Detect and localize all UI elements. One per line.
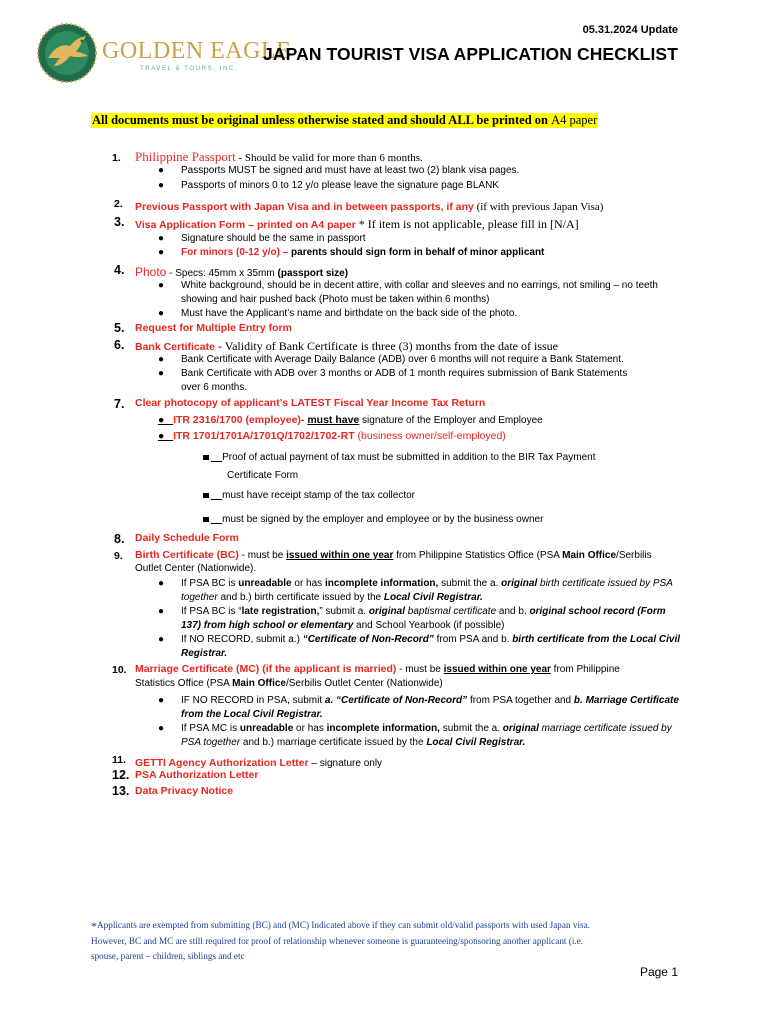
- page-number: Page 1: [639, 965, 678, 979]
- text-run: or has: [291, 578, 325, 589]
- bullet-text-continued: [181, 592, 483, 603]
- item-title: Visa Application Form – printed on A4 paper: [135, 219, 356, 231]
- footnote-line: spouse, parent – children, siblings and etc: [91, 951, 245, 961]
- bullet-dot-icon: ●: [158, 695, 165, 706]
- text-run: If PSA BC is: [181, 578, 239, 589]
- text-run: incomplete information,: [324, 578, 439, 589]
- note-receipt-stamp: [203, 490, 415, 501]
- sub-item-text: (business owner/self-employed): [354, 430, 506, 442]
- item-description-underlined: issued within one year: [443, 664, 551, 675]
- text-run: Statistics Office (PSA: [135, 678, 233, 689]
- bullet-text: White background, should be in decent attire, with collar and sleeves and no earrings, not smiling – no teeth: [181, 280, 658, 291]
- footnote-text: Applicants are exempted from submitting (BC) and (MC) Indicated above if they can submit old/valid passports with used Japan visa.: [97, 920, 590, 930]
- text-run: and b.: [496, 606, 530, 617]
- text-run: marriage certificate issued by: [538, 723, 672, 734]
- page-title: JAPAN TOURIST VISA APPLICATION CHECKLIST: [263, 44, 678, 64]
- checklist-item-visa-form: [135, 215, 579, 233]
- item-description: - Specs: 45mm x 35mm: [166, 268, 278, 279]
- text-run: baptismal certificate: [404, 606, 497, 617]
- item-description: from Philippine: [550, 664, 620, 675]
- bullet-text: Passports MUST be signed and must have at least two (2) blank visa pages.: [181, 165, 520, 176]
- item-description: - Validity of Bank Certificate is three (3) months from the date of issue: [214, 339, 558, 353]
- requirements-banner: [91, 113, 598, 128]
- bullet-text: Must have the Applicant’s name and birthdate on the back side of the photo.: [181, 308, 518, 319]
- checklist-item-passport: [135, 148, 423, 166]
- text-run: unreadable: [239, 723, 294, 734]
- text-run: original: [501, 578, 538, 589]
- text-run: Local Civil Registrar.: [383, 592, 483, 603]
- sub-item-title: ITR 1701/1701A/1701Q/1702/1702-RT: [173, 430, 355, 442]
- square-bullet-icon: [203, 455, 209, 460]
- text-run: and b.) marriage certificate issued by the: [240, 737, 427, 748]
- text-run: original: [368, 606, 405, 617]
- bullet-dot-icon: ●: [158, 247, 165, 258]
- item-number: 2.: [114, 198, 123, 210]
- text-run: unreadable: [238, 578, 292, 589]
- update-date: 05.31.2024 Update: [582, 24, 678, 36]
- bullet-dot-icon: ●: [158, 180, 165, 191]
- item-number: 4.: [114, 263, 125, 277]
- text-run: birth certificate issued by PSA: [537, 578, 673, 589]
- text-run: incomplete information,: [326, 723, 440, 734]
- note-text-continued: Certificate Form: [227, 470, 299, 481]
- text-run: If PSA MC is: [181, 723, 240, 734]
- text-run: ” submit a.: [319, 606, 369, 617]
- checklist-item-photo: [135, 263, 348, 281]
- item-number: 5.: [114, 321, 125, 335]
- bullet-text-continued: over 6 months.: [181, 382, 248, 393]
- item-title: Bank Certificate: [135, 341, 215, 353]
- item-number: 3.: [114, 215, 125, 229]
- bullet-dot-icon: ●: [158, 165, 165, 176]
- text-run: submit the a.: [439, 723, 503, 734]
- item-title: Birth Certificate (BC): [135, 549, 239, 561]
- bullet-text: [181, 247, 544, 258]
- item-description: * If item is not applicable, please fill in [N/A]: [355, 217, 579, 231]
- item-title: GETTI Agency Authorization Letter: [135, 757, 309, 769]
- text-run: original: [502, 723, 539, 734]
- bullet-dot-icon: ●: [158, 723, 165, 734]
- checklist-item-data-privacy: Data Privacy Notice: [135, 785, 234, 797]
- text-run: “Certificate of Non-Record”: [302, 634, 434, 645]
- bullet-dot-icon: ●: [158, 368, 165, 379]
- company-logo: [36, 22, 292, 92]
- bullet-text: [181, 723, 672, 734]
- bullet-dot-icon: ●: [158, 233, 165, 244]
- sub-item-emphasis: must have: [307, 414, 360, 426]
- square-bullet-icon: [203, 493, 209, 498]
- bullet-text: Bank Certificate with ADB over 3 months or ADB of 1 month requires submission of Bank Statements: [181, 368, 628, 379]
- bullet-dot-icon: ●: [158, 606, 165, 617]
- item-number: 7.: [114, 397, 125, 411]
- footnote: [91, 918, 701, 964]
- text-run: If NO RECORD, submit a.): [181, 634, 303, 645]
- text-run: and b.) birth certificate issued by the: [217, 592, 384, 603]
- checklist-item-marriage-certificate: [135, 663, 620, 675]
- footnote-asterisk: *: [91, 919, 97, 933]
- item-number: 10.: [112, 664, 127, 676]
- bullet-text-continued: Registrar.: [181, 648, 228, 659]
- bullet-text: Passports of minors 0 to 12 y/o please leave the signature page BLANK: [181, 180, 499, 191]
- checklist-item-previous-passport: [135, 197, 603, 215]
- logo-name: GOLDEN EAGLE: [102, 38, 292, 64]
- note-proof-of-payment: [203, 452, 595, 463]
- text-run: PSA together: [181, 737, 241, 748]
- checklist-item-bank-certificate: [135, 337, 558, 355]
- bullet-text-continued: showing and hair pushed back (Photo must be taken within 6 months): [181, 294, 490, 305]
- text-run: If PSA BC is “: [181, 606, 242, 617]
- text-run: Local Civil Registrar.: [426, 737, 526, 748]
- text-run: and School Yearbook (if possible): [353, 620, 505, 631]
- item-description: /Serbilis: [616, 550, 652, 561]
- item-number: 1.: [112, 152, 121, 164]
- text-run: 137) from high school or elementary: [181, 620, 354, 631]
- item-number: 11.: [112, 754, 127, 766]
- text-run: from PSA and b.: [433, 634, 513, 645]
- text-run: IF NO RECORD in PSA, submit: [181, 695, 325, 706]
- item-description-continued: [135, 678, 443, 689]
- bullet-dot-icon: ●: [158, 578, 165, 589]
- bullet-dot-icon: ●: [158, 280, 165, 291]
- banner-text: All documents must be original unless otherwise stated and should ALL be printed on: [92, 113, 548, 127]
- item-number: 12.: [112, 768, 130, 782]
- text-run: /Serbilis Outlet Center (Nationwide): [285, 678, 443, 689]
- bullet-dot-icon: ●: [158, 430, 174, 442]
- banner-tail: A4 paper: [551, 113, 598, 127]
- bullet-text: Signature should be the same in passport: [181, 233, 366, 244]
- item-title: Marriage Certificate (MC) (if the applicant is married): [135, 663, 397, 675]
- item-title: Photo: [135, 265, 167, 279]
- bullet-text: [181, 634, 680, 645]
- item-description: (if with previous Japan Visa): [473, 201, 604, 213]
- bullet-text: Bank Certificate with Average Daily Balance (ADB) over 6 months will not require a Bank Statement.: [181, 354, 624, 365]
- footnote-line: However, BC and MC are still required for proof of relationship whenever someone is guaranteeing/sponsoring another applicant (i.e.: [91, 936, 584, 946]
- checklist-item-psa-authorization: PSA Authorization Letter: [135, 769, 259, 781]
- text-run: birth certificate from the Local Civil: [512, 634, 680, 645]
- item-description: - must be: [396, 664, 444, 675]
- bullet-dot-icon: ●: [158, 354, 165, 365]
- bullet-red-text: For minors (0-12 y/o) –: [181, 247, 289, 258]
- bullet-dot-icon: ●: [158, 308, 165, 319]
- text-run: late registration,: [241, 606, 320, 617]
- item-description-underlined: issued within one year: [286, 550, 394, 561]
- text-run: Main Office: [232, 678, 286, 689]
- logo-subtitle: TRAVEL & TOURS, INC.: [140, 66, 239, 72]
- footnote-line: [91, 918, 701, 934]
- text-run: together: [181, 592, 218, 603]
- checklist-item-daily-schedule: Daily Schedule Form: [135, 532, 239, 544]
- item-number: 8.: [114, 532, 125, 546]
- sub-item-itr-employee: [158, 414, 543, 426]
- checklist-item-multiple-entry: Request for Multiple Entry form: [135, 322, 292, 334]
- checklist-item-birth-certificate: [135, 549, 652, 561]
- square-bullet-icon: [203, 517, 209, 522]
- text-run: submit the a.: [438, 578, 502, 589]
- item-number: 6.: [114, 338, 125, 352]
- note-signed: [203, 514, 543, 525]
- item-number: 13.: [112, 784, 130, 798]
- item-title: Previous Passport with Japan Visa and in between passports, if any: [135, 201, 474, 213]
- sub-item-text: signature of the Employer and Employee: [359, 415, 543, 426]
- bullet-text: [181, 695, 679, 706]
- bullet-bold-text: parents should sign form in behalf of minor applicant: [288, 247, 545, 258]
- bullet-text: [181, 578, 673, 589]
- bullet-text-continued: [181, 620, 504, 631]
- text-run: b. Marriage Certificate: [573, 695, 679, 706]
- note-text: must have receipt stamp of the tax collector: [222, 490, 415, 501]
- note-text: Proof of actual payment of tax must be submitted in addition to the BIR Tax Payment: [222, 452, 596, 463]
- text-run: or has: [293, 723, 327, 734]
- golden-eagle-logo-icon: [36, 22, 98, 84]
- text-run: a. “Certificate of Non-Record”: [324, 695, 468, 706]
- bullet-dot-icon: ●: [158, 414, 174, 426]
- item-description: - Should be valid for more than 6 months.: [235, 152, 423, 164]
- item-description: - must be: [238, 550, 287, 561]
- item-description-bold: Main Office: [562, 550, 617, 561]
- text-run: original school record (Form: [529, 606, 666, 617]
- item-description-continued: Outlet Center (Nationwide).: [135, 563, 257, 574]
- sub-item-itr-business: [158, 430, 506, 442]
- text-run: from PSA together and: [467, 695, 574, 706]
- item-description: – signature only: [308, 758, 383, 769]
- checklist-item-income-tax: Clear photocopy of applicant’s LATEST Fiscal Year Income Tax Return: [135, 397, 486, 409]
- bullet-text-continued: from the Local Civil Registrar.: [181, 709, 323, 720]
- bullet-text-continued: [181, 737, 525, 748]
- item-number: 9.: [114, 550, 123, 562]
- item-description: from Philippine Statistics Office (PSA: [393, 550, 563, 561]
- bullet-dot-icon: ●: [158, 634, 165, 645]
- bullet-text: [181, 606, 666, 617]
- sub-item-title: ITR 2316/1700 (employee)-: [173, 414, 305, 426]
- note-text: must be signed by the employer and employee or by the business owner: [222, 514, 544, 525]
- item-title: Philippine Passport: [135, 149, 236, 164]
- item-description-bold: (passport size): [277, 268, 349, 279]
